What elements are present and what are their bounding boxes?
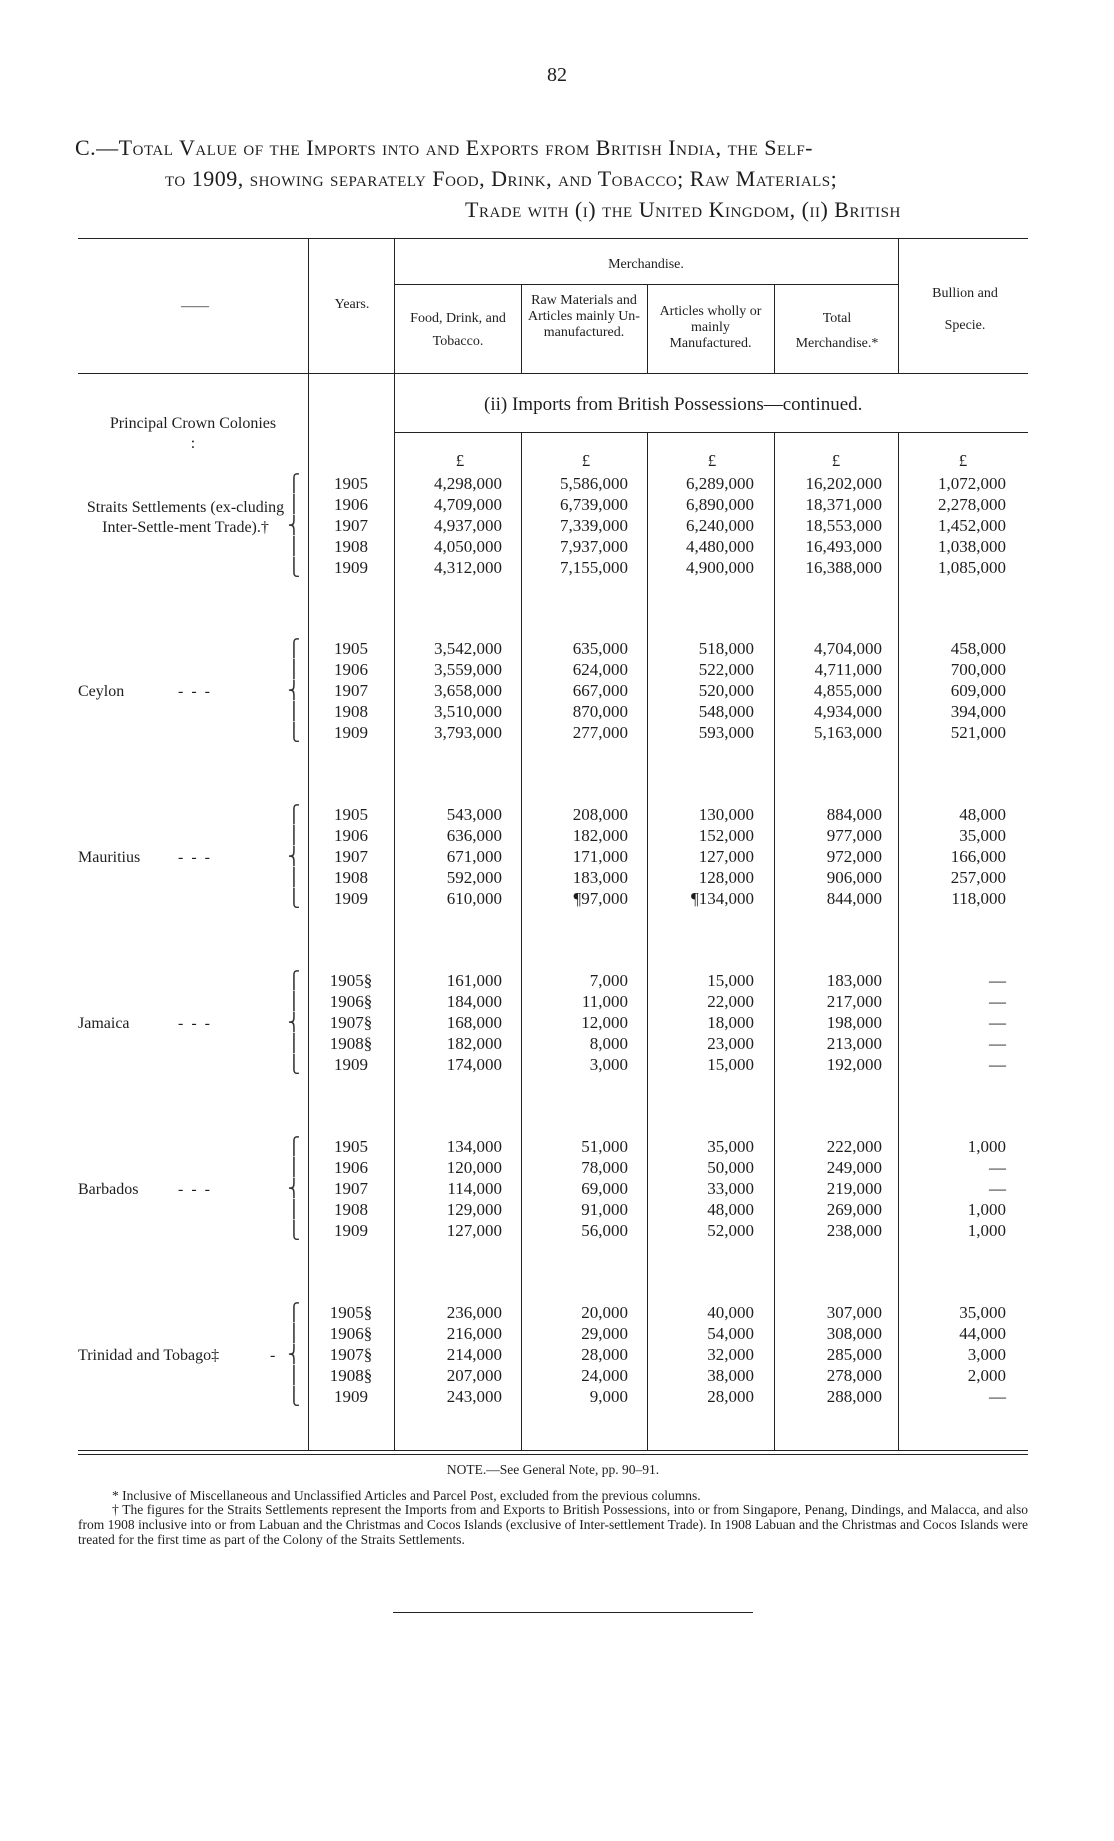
table-cell: 3,793,000 bbox=[434, 723, 502, 742]
table-cell: 2,000 bbox=[967, 1366, 1006, 1385]
table-cell: 28,000 bbox=[581, 1345, 628, 1364]
table-cell: 54,000 bbox=[707, 1324, 754, 1343]
table-cell: 1905 bbox=[334, 1137, 368, 1156]
table-cell: 1907 bbox=[334, 516, 368, 535]
table-cell: 16,388,000 bbox=[805, 558, 882, 577]
colony-name: Trinidad and Tobago‡ bbox=[78, 1347, 220, 1364]
table-cell: 236,000 bbox=[446, 1303, 502, 1322]
table-cell: 548,000 bbox=[698, 702, 754, 721]
table-cell: 1907 bbox=[334, 847, 368, 866]
table-cell: 171,000 bbox=[572, 847, 628, 866]
table-cell: — bbox=[989, 1055, 1006, 1074]
table-cell: 1905§ bbox=[329, 1303, 373, 1322]
table-cell: 20,000 bbox=[581, 1303, 628, 1322]
table-cell: 394,000 bbox=[950, 702, 1006, 721]
table-cell: 118,000 bbox=[951, 889, 1006, 908]
table-cell: 906,000 bbox=[826, 868, 882, 887]
table-cell: 1,000 bbox=[967, 1221, 1006, 1240]
table-cell: 1908§ bbox=[329, 1034, 373, 1053]
table-cell: — bbox=[989, 1013, 1006, 1032]
table-cell: 1909 bbox=[334, 1055, 368, 1074]
bullion-column bbox=[906, 804, 1006, 909]
table-cell: 635,000 bbox=[572, 639, 628, 658]
table-cell: 198,000 bbox=[826, 1013, 882, 1032]
table-cell: 29,000 bbox=[581, 1324, 628, 1343]
colony-name: Jamaica bbox=[78, 1015, 130, 1032]
table-cell: 593,000 bbox=[698, 723, 754, 742]
food-column bbox=[400, 638, 502, 743]
table-cell: 15,000 bbox=[707, 1055, 754, 1074]
years-column bbox=[326, 970, 376, 1075]
table-cell: 1908 bbox=[334, 702, 368, 721]
food-column bbox=[400, 1136, 502, 1241]
table-cell: 48,000 bbox=[707, 1200, 754, 1219]
table-cell: 1905 bbox=[334, 805, 368, 824]
manufactured-column bbox=[652, 1302, 754, 1407]
table-cell: 56,000 bbox=[581, 1221, 628, 1240]
table-cell: 1906§ bbox=[329, 1324, 373, 1343]
table-cell: 16,202,000 bbox=[805, 474, 882, 493]
table-cell: 307,000 bbox=[826, 1303, 882, 1322]
table-cell: 51,000 bbox=[581, 1137, 628, 1156]
table-cell: 15,000 bbox=[707, 971, 754, 990]
table-cell: 32,000 bbox=[707, 1345, 754, 1364]
table-cell: 671,000 bbox=[446, 847, 502, 866]
table-cell: 3,542,000 bbox=[434, 639, 502, 658]
table-cell: 1909 bbox=[334, 558, 368, 577]
table-cell: 1,085,000 bbox=[938, 558, 1006, 577]
table-cell: 1908 bbox=[334, 868, 368, 887]
table-cell: 636,000 bbox=[446, 826, 502, 845]
years-column bbox=[326, 1136, 376, 1241]
table-cell: 238,000 bbox=[826, 1221, 882, 1240]
table-cell: 278,000 bbox=[826, 1366, 882, 1385]
header-merchandise: Merchandise. bbox=[608, 257, 684, 272]
table-cell: 50,000 bbox=[707, 1158, 754, 1177]
years-column bbox=[326, 804, 376, 909]
note-general: NOTE.—See General Note, pp. 90–91. bbox=[446, 1462, 660, 1477]
bullion-column bbox=[906, 473, 1006, 578]
table-cell: 1,000 bbox=[967, 1200, 1006, 1219]
header-raw: Raw Materials and Articles mainly Un-manufactured. bbox=[528, 293, 640, 340]
table-cell: 7,339,000 bbox=[560, 516, 628, 535]
total-column bbox=[780, 638, 882, 743]
table-cell: — bbox=[989, 971, 1006, 990]
col-divider-food-head bbox=[521, 284, 522, 373]
table-cell: 8,000 bbox=[589, 1034, 628, 1053]
table-cell: 182,000 bbox=[572, 826, 628, 845]
table-cell: 972,000 bbox=[826, 847, 882, 866]
table-cell: 152,000 bbox=[698, 826, 754, 845]
table-cell: 1,452,000 bbox=[938, 516, 1006, 535]
table-cell: 1905§ bbox=[329, 971, 373, 990]
table-cell: 129,000 bbox=[446, 1200, 502, 1219]
years-column bbox=[326, 473, 376, 578]
table-cell: 1908 bbox=[334, 537, 368, 556]
table-cell: 884,000 bbox=[826, 805, 882, 824]
table-cell: 2,278,000 bbox=[938, 495, 1006, 514]
table-cell: ¶134,000 bbox=[691, 889, 754, 908]
group-heading: Principal Crown Colonies : bbox=[109, 415, 277, 452]
food-column bbox=[400, 1302, 502, 1407]
colony-name: Straits Settlements (ex-cluding Inter-Settle-ment Trade).† bbox=[86, 499, 285, 536]
brace: ⎧ ⎪ ⎨ ⎪ ⎩ bbox=[287, 971, 301, 1074]
brace: ⎧ ⎪ ⎨ ⎪ ⎩ bbox=[287, 474, 301, 577]
manufactured-column bbox=[652, 970, 754, 1075]
col-divider-raw bbox=[647, 432, 648, 1450]
table-cell: 7,000 bbox=[589, 971, 628, 990]
bullion-column bbox=[906, 1136, 1006, 1241]
raw-column bbox=[526, 1302, 628, 1407]
table-cell: 120,000 bbox=[446, 1158, 502, 1177]
bullion-column bbox=[906, 1302, 1006, 1407]
table-cell: 1,000 bbox=[967, 1137, 1006, 1156]
col-divider-total bbox=[898, 432, 899, 1450]
table-cell: 161,000 bbox=[446, 971, 502, 990]
table-cell: 1905 bbox=[334, 639, 368, 658]
table-cell: 217,000 bbox=[826, 992, 882, 1011]
table-title-line-2: to 1909, showing separately Food, Drink, and Tobacco; Raw Materials; bbox=[165, 166, 838, 191]
raw-column bbox=[526, 970, 628, 1075]
table-cell: 1,072,000 bbox=[938, 474, 1006, 493]
table-cell: 16,493,000 bbox=[805, 537, 882, 556]
table-cell: 91,000 bbox=[581, 1200, 628, 1219]
table-cell: 166,000 bbox=[950, 847, 1006, 866]
table-cell: 1906 bbox=[334, 1158, 368, 1177]
table-cell: 4,050,000 bbox=[434, 537, 502, 556]
table-cell: 222,000 bbox=[826, 1137, 882, 1156]
manufactured-column bbox=[652, 1136, 754, 1241]
header-food: Food, Drink, and Tobacco. bbox=[410, 311, 506, 349]
years-column bbox=[326, 638, 376, 743]
table-cell: 609,000 bbox=[950, 681, 1006, 700]
table-cell: ¶97,000 bbox=[573, 889, 628, 908]
table-cell: 40,000 bbox=[707, 1303, 754, 1322]
currency-total: £ bbox=[831, 451, 841, 470]
table-cell: 1909 bbox=[334, 723, 368, 742]
table-bottom-rule-2 bbox=[78, 1454, 1028, 1455]
table-cell: — bbox=[989, 992, 1006, 1011]
table-cell: 3,658,000 bbox=[434, 681, 502, 700]
currency-manufactured: £ bbox=[707, 451, 717, 470]
table-cell: 128,000 bbox=[698, 868, 754, 887]
table-cell: 269,000 bbox=[826, 1200, 882, 1219]
table-cell: 243,000 bbox=[446, 1387, 502, 1406]
table-cell: 624,000 bbox=[572, 660, 628, 679]
table-cell: 7,937,000 bbox=[560, 537, 628, 556]
table-cell: 700,000 bbox=[950, 660, 1006, 679]
table-cell: 18,371,000 bbox=[805, 495, 882, 514]
table-cell: 44,000 bbox=[959, 1324, 1006, 1343]
table-cell: 35,000 bbox=[959, 826, 1006, 845]
raw-column bbox=[526, 473, 628, 578]
brace: ⎧ ⎪ ⎨ ⎪ ⎩ bbox=[287, 1303, 301, 1406]
table-cell: 4,704,000 bbox=[814, 639, 882, 658]
table-cell: 208,000 bbox=[572, 805, 628, 824]
table-cell: 5,586,000 bbox=[560, 474, 628, 493]
table-cell: 18,553,000 bbox=[805, 516, 882, 535]
header-dash: —— bbox=[181, 299, 209, 314]
brace: ⎧ ⎪ ⎨ ⎪ ⎩ bbox=[287, 805, 301, 908]
table-cell: 69,000 bbox=[581, 1179, 628, 1198]
table-cell: 1906§ bbox=[329, 992, 373, 1011]
table-cell: 184,000 bbox=[446, 992, 502, 1011]
raw-column bbox=[526, 1136, 628, 1241]
header-bottom-rule bbox=[78, 373, 1028, 374]
table-cell: 4,855,000 bbox=[814, 681, 882, 700]
table-cell: 4,298,000 bbox=[434, 474, 502, 493]
table-cell: 249,000 bbox=[826, 1158, 882, 1177]
table-cell: 192,000 bbox=[826, 1055, 882, 1074]
table-cell: 28,000 bbox=[707, 1387, 754, 1406]
total-column bbox=[780, 1136, 882, 1241]
total-column bbox=[780, 473, 882, 578]
table-cell: 4,934,000 bbox=[814, 702, 882, 721]
currency-raw: £ bbox=[581, 451, 591, 470]
table-cell: 183,000 bbox=[826, 971, 882, 990]
table-cell: 518,000 bbox=[698, 639, 754, 658]
manufactured-column bbox=[652, 473, 754, 578]
leader-dashes: - - - bbox=[178, 1181, 212, 1198]
table-cell: 4,709,000 bbox=[434, 495, 502, 514]
total-column bbox=[780, 970, 882, 1075]
leader-dashes: - - - bbox=[178, 849, 212, 866]
table-cell: 216,000 bbox=[446, 1324, 502, 1343]
manufactured-column bbox=[652, 638, 754, 743]
table-cell: 4,480,000 bbox=[686, 537, 754, 556]
table-cell: — bbox=[989, 1179, 1006, 1198]
table-cell: 134,000 bbox=[446, 1137, 502, 1156]
table-cell: 214,000 bbox=[446, 1345, 502, 1364]
table-cell: 1909 bbox=[334, 889, 368, 908]
table-cell: 213,000 bbox=[826, 1034, 882, 1053]
table-cell: 12,000 bbox=[581, 1013, 628, 1032]
note-dagger: † The figures for the Straits Settlements represent the Imports from and Exports to British Possessions, into or from Singapore, Penang, Dindings, and Malacca, and also from 1908 inclusive into or from Labuan and the Christmas and Cocos Islands (exclusive of Inter-settlement Trade). In 1908 Labuan and the Christmas and Cocos Islands were treated for the first time as part of the Colony of the Straits Settlements. bbox=[78, 1502, 1028, 1547]
header-articles: Articles wholly or mainly Manufactured. bbox=[659, 304, 762, 351]
table-cell: 35,000 bbox=[959, 1303, 1006, 1322]
currency-bullion: £ bbox=[958, 451, 968, 470]
raw-column bbox=[526, 638, 628, 743]
table-cell: 308,000 bbox=[826, 1324, 882, 1343]
leader-dashes: - bbox=[270, 1347, 278, 1364]
table-cell: 174,000 bbox=[446, 1055, 502, 1074]
col-divider-raw-head bbox=[647, 284, 648, 373]
brace: ⎧ ⎪ ⎨ ⎪ ⎩ bbox=[287, 639, 301, 742]
table-cell: 277,000 bbox=[572, 723, 628, 742]
table-cell: 3,000 bbox=[589, 1055, 628, 1074]
food-column bbox=[400, 804, 502, 909]
header-bullion: Bullion and Specie. bbox=[932, 286, 998, 333]
table-cell: 182,000 bbox=[446, 1034, 502, 1053]
table-cell: 870,000 bbox=[572, 702, 628, 721]
table-cell: 1908 bbox=[334, 1200, 368, 1219]
table-cell: 6,890,000 bbox=[686, 495, 754, 514]
table-cell: 1907§ bbox=[329, 1013, 373, 1032]
header-total: Total Merchandise.* bbox=[795, 311, 879, 351]
table-cell: — bbox=[989, 1034, 1006, 1053]
table-cell: 78,000 bbox=[581, 1158, 628, 1177]
brace: ⎧ ⎪ ⎨ ⎪ ⎩ bbox=[287, 1137, 301, 1240]
table-cell: 219,000 bbox=[826, 1179, 882, 1198]
bullion-column bbox=[906, 970, 1006, 1075]
table-cell: 35,000 bbox=[707, 1137, 754, 1156]
section-heading: (ii) Imports from British Possessions—continued. bbox=[484, 394, 863, 415]
table-cell: 4,312,000 bbox=[434, 558, 502, 577]
table-cell: 977,000 bbox=[826, 826, 882, 845]
table-cell: 52,000 bbox=[707, 1221, 754, 1240]
table-cell: 257,000 bbox=[950, 868, 1006, 887]
table-cell: 4,900,000 bbox=[686, 558, 754, 577]
total-column bbox=[780, 804, 882, 909]
table-cell: 1907 bbox=[334, 1179, 368, 1198]
table-cell: 22,000 bbox=[707, 992, 754, 1011]
table-title-line-1: C.—Total Value of the Imports into and Exports from British India, the Self- bbox=[75, 135, 813, 160]
raw-column bbox=[526, 804, 628, 909]
table-bottom-rule bbox=[78, 1450, 1028, 1451]
leader-dashes: - - - bbox=[178, 1015, 212, 1032]
table-cell: 130,000 bbox=[698, 805, 754, 824]
table-cell: 3,510,000 bbox=[434, 702, 502, 721]
note-star: * Inclusive of Miscellaneous and Unclassified Articles and Parcel Post, excluded from the previous columns. bbox=[112, 1488, 701, 1503]
table-cell: 1908§ bbox=[329, 1366, 373, 1385]
table-cell: 48,000 bbox=[959, 805, 1006, 824]
table-cell: 183,000 bbox=[572, 868, 628, 887]
table-cell: 1906 bbox=[334, 826, 368, 845]
table-cell: 1905 bbox=[334, 474, 368, 493]
colony-name: Mauritius bbox=[78, 849, 141, 866]
table-cell: 844,000 bbox=[826, 889, 882, 908]
table-cell: 543,000 bbox=[446, 805, 502, 824]
bullion-column bbox=[906, 638, 1006, 743]
years-column bbox=[326, 1302, 376, 1407]
table-cell: 6,289,000 bbox=[686, 474, 754, 493]
page-number: 82 bbox=[547, 64, 567, 86]
table-cell: 3,000 bbox=[967, 1345, 1006, 1364]
table-cell: 667,000 bbox=[572, 681, 628, 700]
table-cell: 3,559,000 bbox=[434, 660, 502, 679]
table-cell: 127,000 bbox=[698, 847, 754, 866]
table-cell: 520,000 bbox=[698, 681, 754, 700]
col-divider-food bbox=[521, 432, 522, 1450]
table-cell: 458,000 bbox=[950, 639, 1006, 658]
merchandise-subheader-rule bbox=[394, 284, 898, 285]
table-cell: 127,000 bbox=[446, 1221, 502, 1240]
colony-name: Barbados bbox=[78, 1181, 139, 1198]
table-title-line-3: Trade with (i) the United Kingdom, (ii) British bbox=[465, 197, 901, 222]
table-cell: 18,000 bbox=[707, 1013, 754, 1032]
header-years: Years. bbox=[334, 297, 370, 312]
col-divider-manuf-head bbox=[774, 284, 775, 373]
total-column bbox=[780, 1302, 882, 1407]
currency-food: £ bbox=[455, 451, 465, 470]
table-cell: 24,000 bbox=[581, 1366, 628, 1385]
col-divider-manuf bbox=[774, 432, 775, 1450]
table-cell: 168,000 bbox=[446, 1013, 502, 1032]
table-cell: 1909 bbox=[334, 1221, 368, 1240]
table-cell: 1907§ bbox=[329, 1345, 373, 1364]
table-cell: 114,000 bbox=[447, 1179, 502, 1198]
col-divider-years bbox=[394, 238, 395, 1450]
table-cell: 33,000 bbox=[707, 1179, 754, 1198]
table-cell: 1,038,000 bbox=[938, 537, 1006, 556]
table-cell: 285,000 bbox=[826, 1345, 882, 1364]
table-cell: 6,240,000 bbox=[686, 516, 754, 535]
table-cell: 522,000 bbox=[698, 660, 754, 679]
table-cell: 1906 bbox=[334, 660, 368, 679]
table-cell: 5,163,000 bbox=[814, 723, 882, 742]
table-cell: 23,000 bbox=[707, 1034, 754, 1053]
manufactured-column bbox=[652, 804, 754, 909]
table-cell: 1909 bbox=[334, 1387, 368, 1406]
table-cell: 7,155,000 bbox=[560, 558, 628, 577]
section-heading-rule bbox=[394, 432, 1028, 433]
table-cell: — bbox=[989, 1158, 1006, 1177]
table-cell: — bbox=[989, 1387, 1006, 1406]
food-column bbox=[400, 473, 502, 578]
table-cell: 592,000 bbox=[446, 868, 502, 887]
table-cell: 288,000 bbox=[826, 1387, 882, 1406]
table-cell: 11,000 bbox=[581, 992, 628, 1011]
table-cell: 38,000 bbox=[707, 1366, 754, 1385]
col-divider-label bbox=[308, 238, 309, 1450]
table-cell: 610,000 bbox=[446, 889, 502, 908]
table-cell: 1906 bbox=[334, 495, 368, 514]
table-cell: 521,000 bbox=[950, 723, 1006, 742]
food-column bbox=[400, 970, 502, 1075]
table-cell: 207,000 bbox=[446, 1366, 502, 1385]
table-cell: 4,937,000 bbox=[434, 516, 502, 535]
closing-rule bbox=[393, 1612, 753, 1613]
col-divider-total-head bbox=[898, 238, 899, 373]
colony-name: Ceylon bbox=[78, 683, 125, 700]
table-cell: 9,000 bbox=[589, 1387, 628, 1406]
table-cell: 4,711,000 bbox=[814, 660, 882, 679]
table-cell: 6,739,000 bbox=[560, 495, 628, 514]
table-top-rule bbox=[78, 238, 1028, 239]
table-cell: 1907 bbox=[334, 681, 368, 700]
leader-dashes: - - - bbox=[178, 683, 212, 700]
